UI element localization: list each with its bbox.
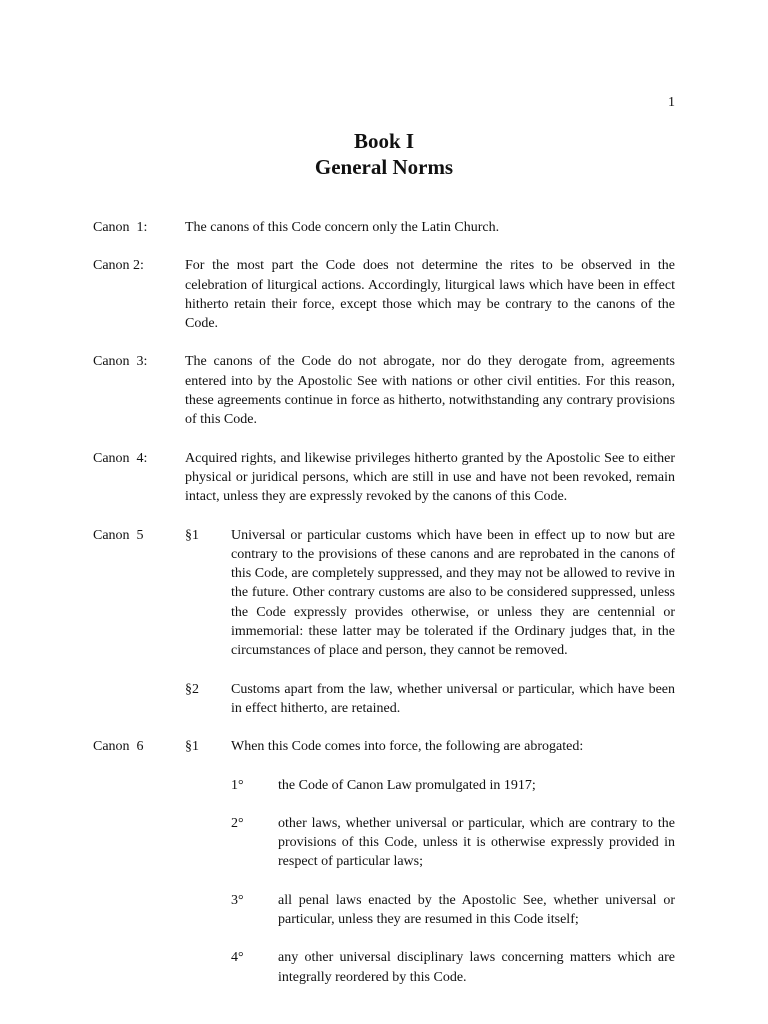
paragraph-text: Customs apart from the law, whether universal or particular, which have been in effect hitherto, are retained. xyxy=(231,681,675,716)
paragraph-text: When this Code comes into force, the following are abrogated: xyxy=(231,739,584,755)
canon-label: Canon 3: xyxy=(93,354,148,370)
canon-paragraph xyxy=(185,526,675,661)
list-item xyxy=(231,814,675,872)
paragraph-text: Universal or particular customs which have been in effect up to now but are contrary to the provisions of these canons and are reprobated in the canons of this Code, are completely suppressed, and they may not be allowed to revive in the future. Other contrary customs are also to be considered suppressed, unless the Code expressly provides otherwise, or unless they are centennial or immemorial: these latter may be tolerated if the Ordinary judges that, in the circumstances of place and person, they cannot be removed. xyxy=(231,527,675,659)
item-mark: 3° xyxy=(231,892,244,908)
canon-label: Canon 2: xyxy=(93,258,144,274)
canon-4 xyxy=(93,449,675,507)
canon-label: Canon 1: xyxy=(93,220,148,235)
item-mark: 2° xyxy=(231,815,244,831)
paragraph-mark: §1 xyxy=(185,527,199,543)
canon-text: Acquired rights, and likewise privileges hitherto granted by the Apostolic See to either physical or juridical persons, which are still in use and have not been revoked, remain intact, unless they are expressly revoked by the canons of this Code. xyxy=(185,450,675,505)
item-text: any other universal disciplinary laws concerning matters which are integrally reordered by this Code. xyxy=(278,950,675,985)
item-mark: 4° xyxy=(231,950,244,966)
list-item xyxy=(231,891,675,930)
book-subtitle: General Norms xyxy=(314,155,454,179)
title-block xyxy=(0,128,768,180)
list-item xyxy=(231,948,675,987)
canon-list xyxy=(93,218,675,987)
canon-3 xyxy=(93,352,675,429)
canon-text: For the most part the Code does not determine the rites to be observed in the celebration of liturgical actions. Accordingly, liturgical laws which have been in effect hitherto retain their force, except those which may be contrary to the canons of the Code. xyxy=(185,258,675,332)
paragraph-mark: §2 xyxy=(185,681,199,697)
canon-text: The canons of this Code concern only the Latin Church. xyxy=(185,220,500,235)
canon-label: Canon 5 xyxy=(93,527,144,543)
canon-label: Canon 4: xyxy=(93,450,148,466)
canon-label: Canon 6 xyxy=(93,739,144,755)
canon-1 xyxy=(93,218,675,237)
page-number: 1 xyxy=(668,95,675,110)
canon-paragraph xyxy=(185,737,675,987)
canon-5 xyxy=(93,526,675,719)
canon-paragraph xyxy=(185,680,675,719)
book-title: Book I xyxy=(353,129,415,153)
list-item xyxy=(231,776,675,795)
canon-6 xyxy=(93,737,675,987)
canon-2 xyxy=(93,256,675,333)
paragraph-mark: §1 xyxy=(185,739,199,755)
item-text: the Code of Canon Law promulgated in 1917; xyxy=(278,777,536,793)
item-text: all penal laws enacted by the Apostolic See, whether universal or particular, unless they are resumed in this Code itself; xyxy=(278,892,675,928)
item-text: other laws, whether universal or particular, which are contrary to the provisions of this Code, unless it is otherwise expressly provided in respect of particular laws; xyxy=(278,815,675,870)
item-mark: 1° xyxy=(231,777,244,793)
canon-text: The canons of the Code do not abrogate, nor do they derogate from, agreements entered into by the Apostolic See with nations or other civil entities. For this reason, these agreements continue in force as hitherto, notwithstanding any contrary provisions of this Code. xyxy=(185,354,675,428)
